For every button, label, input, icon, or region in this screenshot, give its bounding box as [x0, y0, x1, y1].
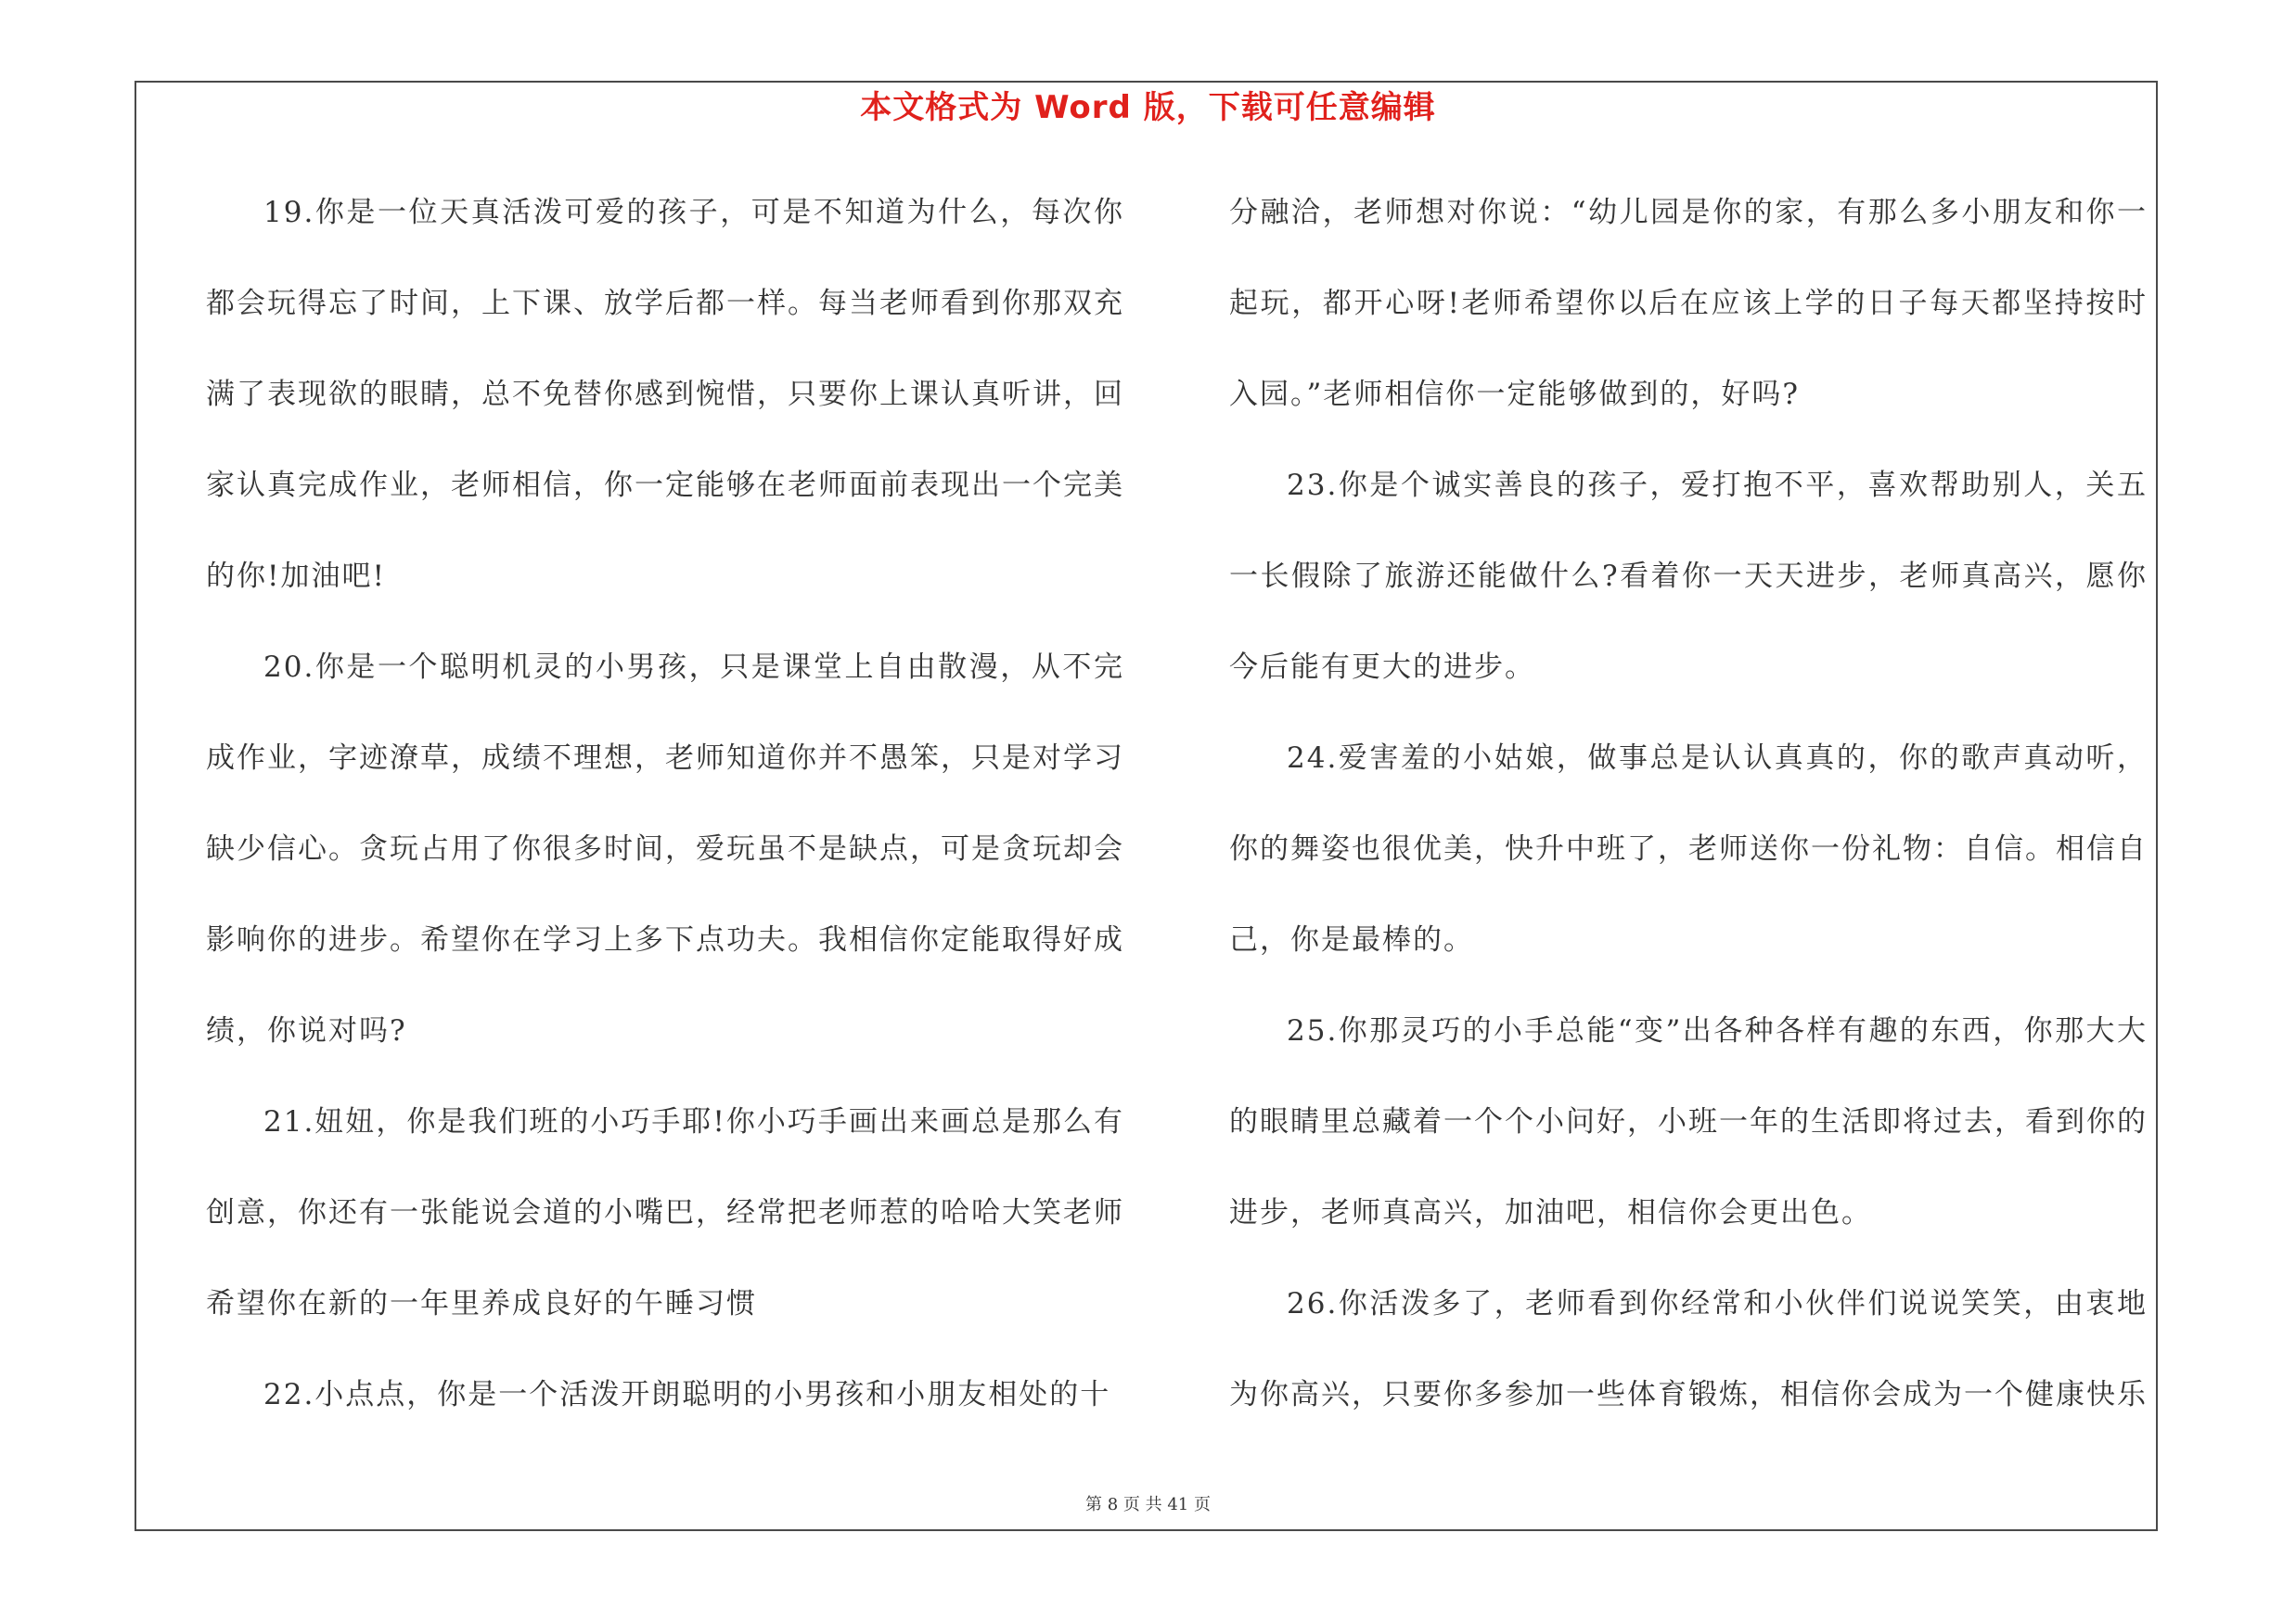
paragraph-25: 25.你那灵巧的小手总能“变”出各种各样有趣的东西，你那大大的眼睛里总藏着一个个小问好，小班一年的生活即将过去，看到你的进步，老师真高兴，加油吧，相信你会更出色。: [1229, 1014, 2148, 1230]
right-column: [1229, 167, 2148, 1440]
paragraph-23: 23.你是个诚实善良的孩子，爱打抱不平，喜欢帮助别人，关五一长假除了旅游还能做什么?看着你一天天进步，老师真高兴，愿你今后能有更大的进步。: [1229, 469, 2148, 684]
left-column: [206, 167, 1124, 1440]
format-banner: 本文格式为 Word 版，下载可任意编辑: [860, 89, 1436, 126]
paragraph-22-start: 22.小点点，你是一个活泼开朗聪明的小男孩和小朋友相处的十: [263, 1378, 1111, 1411]
paragraph-26: 26.你活泼多了，老师看到你经常和小伙伴们说说笑笑，由衷地为你高兴，只要你多参加一些体育锻炼，相信你会成为一个健康快乐: [1229, 1287, 2148, 1411]
paragraph-20: 20.你是一个聪明机灵的小男孩，只是课堂上自由散漫，从不完成作业，字迹潦草，成绩不理想，老师知道你并不愚笨，只是对学习缺少信心。贪玩占用了你很多时间，爱玩虽不是缺点，可是贪玩却会影响你的进步。希望你在学习上多下点功夫。我相信你定能取得好成绩，你说对吗?: [206, 650, 1124, 1048]
page-number: 第 8 页 共 41 页: [1085, 1495, 1211, 1514]
paragraph-19: 19.你是一位天真活泼可爱的孩子，可是不知道为什么，每次你都会玩得忘了时间，上下课、放学后都一样。每当老师看到你那双充满了表现欲的眼睛，总不免替你感到惋惜，只要你上课认真听讲，回家认真完成作业，老师相信，你一定能够在老师面前表现出一个完美的你!加油吧!: [206, 196, 1124, 593]
paragraph-22-continued: 分融洽，老师想对你说：“幼儿园是你的家，有那么多小朋友和你一起玩，都开心呀!老师希望你以后在应该上学的日子每天都坚持按时入园。”老师相信你一定能够做到的，好吗?: [1229, 196, 2148, 411]
paragraph-24: 24.爱害羞的小姑娘，做事总是认认真真的，你的歌声真动听，你的舞姿也很优美，快升中班了，老师送你一份礼物：自信。相信自己，你是最棒的。: [1229, 741, 2148, 957]
paragraph-21: 21.妞妞，你是我们班的小巧手耶!你小巧手画出来画总是那么有创意，你还有一张能说会道的小嘴巴，经常把老师惹的哈哈大笑老师希望你在新的一年里养成良好的午睡习惯: [206, 1105, 1124, 1320]
